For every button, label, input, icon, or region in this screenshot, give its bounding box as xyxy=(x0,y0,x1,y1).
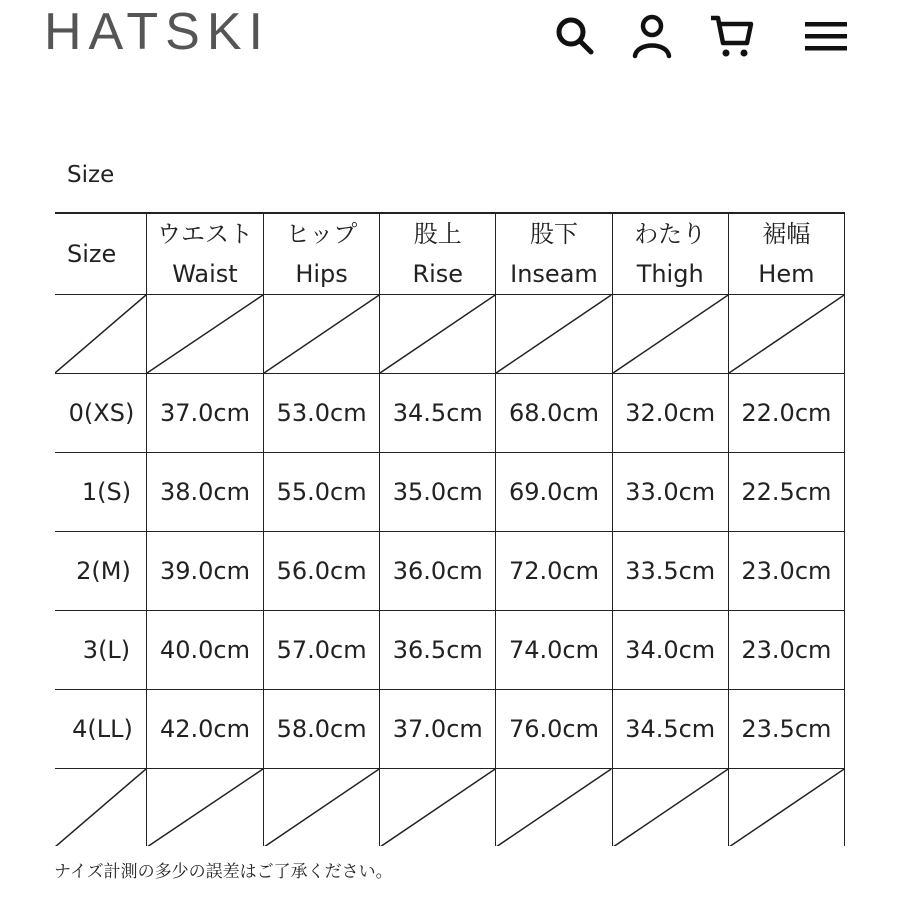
table-row xyxy=(55,453,845,532)
rise-value: 34.5cm xyxy=(380,374,496,453)
table-row-empty-bottom xyxy=(55,769,845,847)
table-row xyxy=(55,532,845,611)
size-label: 0(XS) xyxy=(55,374,146,453)
hips-value: 57.0cm xyxy=(263,611,379,690)
header-cell-hem: 裾幅 Hem xyxy=(728,213,844,295)
cart-icon[interactable] xyxy=(707,12,755,60)
section-title: Size xyxy=(67,162,115,188)
waist-value: 40.0cm xyxy=(146,611,263,690)
empty-cell xyxy=(728,295,844,374)
hem-value: 22.0cm xyxy=(728,374,844,453)
empty-cell xyxy=(380,769,496,847)
table-row xyxy=(55,611,845,690)
hem-value: 22.5cm xyxy=(728,453,844,532)
site-header xyxy=(0,0,900,80)
table-header-row xyxy=(55,213,845,295)
empty-cell xyxy=(496,769,612,847)
size-table xyxy=(55,212,845,846)
rise-value: 35.0cm xyxy=(380,453,496,532)
inseam-value: 72.0cm xyxy=(496,532,612,611)
table-row xyxy=(55,374,845,453)
hem-value: 23.0cm xyxy=(728,611,844,690)
empty-cell xyxy=(380,295,496,374)
table-row-empty-top xyxy=(55,295,845,374)
account-icon[interactable] xyxy=(628,12,676,60)
empty-cell xyxy=(146,769,263,847)
empty-cell xyxy=(612,295,728,374)
thigh-value: 34.5cm xyxy=(612,690,728,769)
hips-value: 58.0cm xyxy=(263,690,379,769)
hem-value: 23.0cm xyxy=(728,532,844,611)
thigh-value: 32.0cm xyxy=(612,374,728,453)
header-cell-hips: ヒップ Hips xyxy=(263,213,379,295)
site-logo[interactable]: HATSKI xyxy=(44,3,270,61)
inseam-value: 69.0cm xyxy=(496,453,612,532)
size-label: 3(L) xyxy=(55,611,146,690)
empty-cell xyxy=(612,769,728,847)
waist-value: 37.0cm xyxy=(146,374,263,453)
rise-value: 37.0cm xyxy=(380,690,496,769)
inseam-value: 68.0cm xyxy=(496,374,612,453)
inseam-value: 74.0cm xyxy=(496,611,612,690)
table-row xyxy=(55,690,845,769)
empty-cell xyxy=(263,769,379,847)
empty-cell xyxy=(146,295,263,374)
thigh-value: 34.0cm xyxy=(612,611,728,690)
thigh-value: 33.0cm xyxy=(612,453,728,532)
size-label: 2(M) xyxy=(55,532,146,611)
rise-value: 36.0cm xyxy=(380,532,496,611)
measurement-note: ナイズ計測の多少の誤差はご了承ください。 xyxy=(54,862,393,882)
header-cell-thigh: わたり Thigh xyxy=(612,213,728,295)
waist-value: 39.0cm xyxy=(146,532,263,611)
menu-icon[interactable] xyxy=(802,12,850,60)
empty-cell xyxy=(55,295,146,374)
hem-value: 23.5cm xyxy=(728,690,844,769)
inseam-value: 76.0cm xyxy=(496,690,612,769)
size-table-container xyxy=(0,212,845,846)
header-cell-waist: ウエスト Waist xyxy=(146,213,263,295)
header-cell-size: Size xyxy=(55,213,146,295)
empty-cell xyxy=(496,295,612,374)
waist-value: 42.0cm xyxy=(146,690,263,769)
waist-value: 38.0cm xyxy=(146,453,263,532)
empty-cell xyxy=(728,769,844,847)
hips-value: 56.0cm xyxy=(263,532,379,611)
empty-cell xyxy=(55,769,146,847)
rise-value: 36.5cm xyxy=(380,611,496,690)
header-cell-inseam: 股下 Inseam xyxy=(496,213,612,295)
hips-value: 53.0cm xyxy=(263,374,379,453)
search-icon[interactable] xyxy=(551,12,599,60)
hips-value: 55.0cm xyxy=(263,453,379,532)
size-label: 4(LL) xyxy=(55,690,146,769)
size-label: 1(S) xyxy=(55,453,146,532)
header-cell-rise: 股上 Rise xyxy=(380,213,496,295)
thigh-value: 33.5cm xyxy=(612,532,728,611)
empty-cell xyxy=(263,295,379,374)
